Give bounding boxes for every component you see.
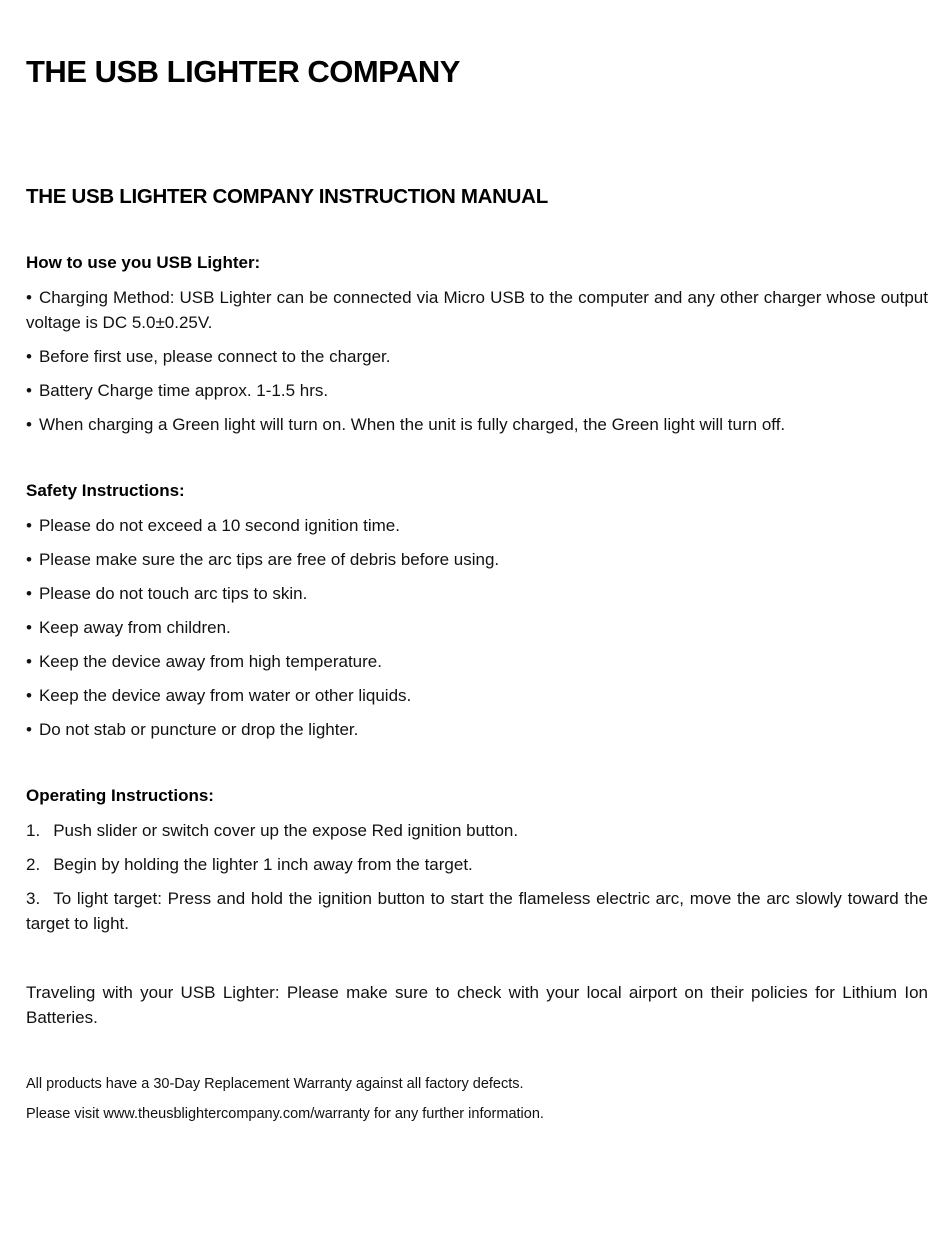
warranty-note: All products have a 30-Day Replacement Warranty against all factory defects. (26, 1075, 524, 1092)
bullet-marker: • (26, 617, 32, 637)
safety-item (26, 547, 928, 572)
safety-item-text: Please make sure the arc tips are free of debris before using. (38, 549, 500, 569)
step-number: 1. (26, 820, 41, 840)
step-number: 2. (26, 854, 41, 874)
bullet-marker: • (26, 685, 32, 705)
safety-item-text: Please do not exceed a 10 second ignition time. (38, 515, 400, 535)
safety-item (26, 649, 928, 674)
safety-item (26, 717, 928, 742)
usage-item (26, 285, 928, 335)
safety-item-text: Keep the device away from water or other liquids. (38, 685, 412, 705)
operating-step (26, 852, 928, 877)
operating-heading: Operating Instructions: (26, 785, 214, 805)
usage-heading: How to use you USB Lighter: (26, 252, 261, 272)
document-title: THE USB LIGHTER COMPANY INSTRUCTION MANUAL (26, 184, 548, 208)
operating-step (26, 886, 928, 936)
bullet-marker: • (26, 719, 32, 739)
usage-item-text: When charging a Green light will turn on. When the unit is fully charged, the Green light will turn off. (38, 414, 786, 434)
bullet-marker: • (26, 583, 32, 603)
usage-item-text: Battery Charge time approx. 1-1.5 hrs. (38, 380, 329, 400)
safety-item (26, 615, 928, 640)
footer (26, 1074, 928, 1124)
operating-step-text: Begin by holding the lighter 1 inch away from the target. (53, 854, 473, 874)
bullet-marker: • (26, 414, 32, 434)
step-number: 3. (26, 888, 41, 908)
bullet-marker: • (26, 549, 32, 569)
safety-item (26, 513, 928, 538)
safety-heading: Safety Instructions: (26, 480, 185, 500)
usage-item (26, 344, 928, 369)
safety-item-text: Keep the device away from high temperature. (38, 651, 382, 671)
bullet-marker: • (26, 380, 32, 400)
usage-item (26, 412, 928, 437)
usage-item (26, 378, 928, 403)
safety-item-text: Keep away from children. (38, 617, 231, 637)
bullet-marker: • (26, 287, 32, 307)
safety-item (26, 581, 928, 606)
safety-item-text: Please do not touch arc tips to skin. (38, 583, 308, 603)
warranty-url-note: Please visit www.theusblightercompany.com/warranty for any further information. (26, 1105, 544, 1122)
safety-item (26, 683, 928, 708)
safety-item-text: Do not stab or puncture or drop the lighter. (38, 719, 359, 739)
bullet-marker: • (26, 651, 32, 671)
company-logo: THE USB LIGHTER COMPANY (26, 54, 460, 89)
operating-step-text: Push slider or switch cover up the expose Red ignition button. (53, 820, 519, 840)
bullet-marker: • (26, 515, 32, 535)
bullet-marker: • (26, 346, 32, 366)
usage-item-text: Before first use, please connect to the charger. (38, 346, 391, 366)
traveling-note: Traveling with your USB Lighter: Please make sure to check with your local airport on their policies for Lithium Ion Batteries. (26, 982, 928, 1027)
operating-step-text: To light target: Press and hold the ignition button to start the flameless electric arc, move the arc slowly toward the target to light. (26, 888, 928, 933)
operating-step (26, 818, 928, 843)
usage-item-text: Charging Method: USB Lighter can be connected via Micro USB to the computer and any other charger whose output voltage is DC 5.0±0.25V. (26, 287, 928, 332)
